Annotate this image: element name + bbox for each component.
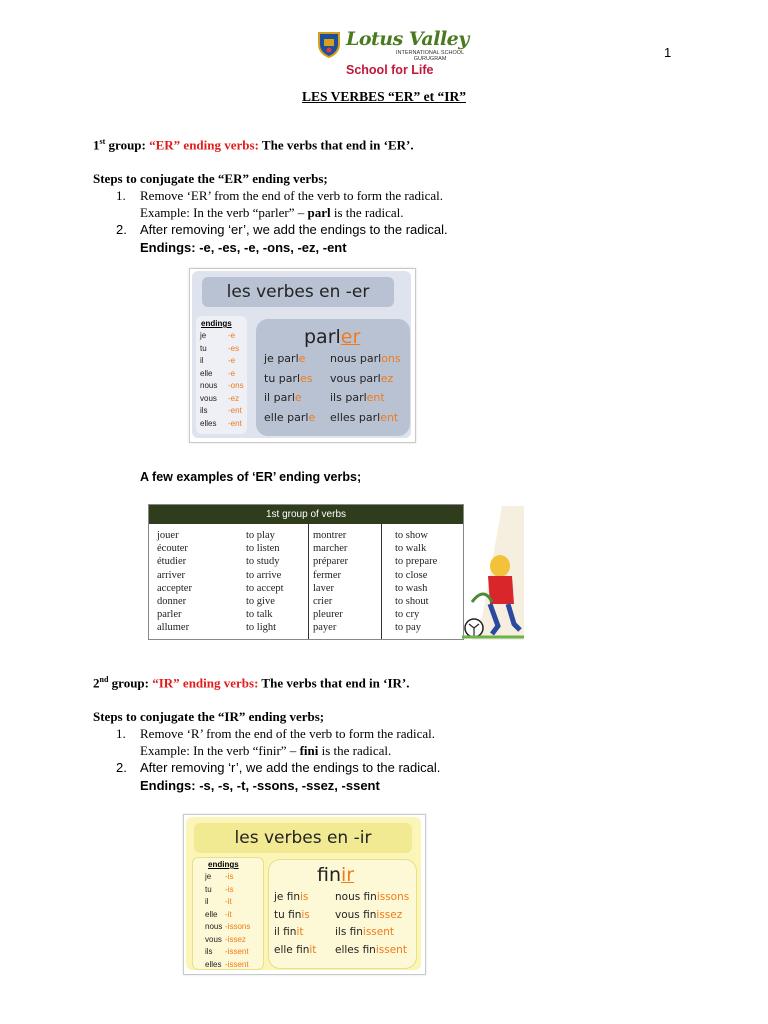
card-ir-endings-title: endings [208, 860, 239, 869]
form-ending: issent [362, 926, 395, 938]
verb-list-entry: to talk [246, 609, 273, 621]
verb-list-entry: to prepare [395, 556, 438, 568]
conjugated-form [335, 891, 409, 903]
conjugated-form [264, 391, 302, 404]
form-stem: nous parl [330, 352, 382, 365]
conjugated-form [274, 944, 316, 956]
group2-step1-number: 1. [116, 726, 126, 741]
conjugation-card-ir [183, 814, 426, 975]
form-stem: elles parl [330, 410, 381, 424]
endings-pronoun: ils [205, 947, 213, 956]
endings-pronoun: je [200, 331, 207, 340]
verb-list-entry: to light [246, 622, 277, 634]
endings-suffix: -is [225, 872, 234, 881]
verb-list-entry: to shout [395, 596, 429, 608]
group1-heading: 1st group: “ER” ending verbs: The verbs that end in ‘ER’. [93, 137, 414, 153]
endings-row [200, 369, 247, 382]
verb-list-entry: préparer [313, 556, 348, 568]
page-title: LES VERBES “ER” et “IR” [301, 89, 467, 104]
form-ending: e [294, 391, 302, 404]
endings-row [205, 960, 263, 973]
form-ending: it [309, 943, 317, 956]
verb-list-entry: crier [313, 596, 333, 608]
endings-pronoun: tu [205, 884, 212, 894]
card-er-verb: parler [304, 326, 361, 348]
group2-step2-number: 2. [116, 760, 127, 775]
group1-step2: After removing ‘er’, we add the endings to the radical. [140, 222, 448, 237]
form-ending: es [300, 371, 313, 385]
verb-list-entry: étudier [157, 556, 187, 568]
logo-motto: School for Life [346, 63, 434, 77]
verb-list-entry: marcher [313, 543, 348, 555]
form-ending: issez [376, 908, 403, 921]
endings-suffix: -issent [225, 947, 249, 956]
verb-list-entry: to arrive [246, 569, 282, 581]
conjugated-form [274, 891, 308, 903]
card-er-endings-title: endings [201, 319, 232, 328]
conjugated-form [330, 372, 393, 385]
group2-steps-title: Steps to conjugate the “IR” ending verbs; [93, 709, 325, 724]
endings-row [205, 872, 263, 885]
endings-row [205, 922, 263, 935]
cartoon-footballer-icon [462, 506, 524, 640]
endings-suffix: -ent [228, 406, 242, 415]
verb-list-entry: to show [395, 530, 428, 541]
form-stem: nous fin [335, 891, 377, 903]
school-logo [316, 28, 469, 80]
endings-suffix: -e [228, 368, 236, 378]
form-stem: ils fin [335, 926, 363, 938]
form-stem: je fin [274, 891, 300, 903]
verb-list-entry: to close [395, 569, 428, 581]
endings-pronoun: tu [200, 343, 207, 353]
verb-list-french-2 [313, 529, 348, 635]
endings-suffix: -issez [225, 934, 246, 944]
form-ending: e [298, 352, 306, 365]
verb-list-entry: allumer [157, 622, 190, 634]
card-er-title: les verbes en -er [202, 277, 394, 307]
endings-pronoun: elles [200, 418, 217, 428]
conjugated-form [264, 352, 305, 365]
form-stem: il parl [264, 391, 295, 404]
conjugated-form [274, 909, 310, 921]
endings-pronoun: ils [200, 406, 208, 415]
group1-endings: Endings: -e, -es, -e, -ons, -ez, -ent [140, 240, 347, 255]
endings-suffix: -es [228, 343, 240, 353]
group1-example: Example: In the verb “parler” – parl is the radical. [140, 205, 404, 220]
conjugated-form [335, 944, 407, 956]
page-number: 1 [664, 45, 672, 60]
endings-suffix: -issons [225, 922, 251, 931]
endings-suffix: -it [225, 897, 232, 906]
conjugated-form [264, 372, 313, 385]
endings-row [205, 910, 263, 923]
endings-row [205, 947, 263, 960]
group1-step1: Remove ‘ER’ from the end of the verb to form the radical. [140, 188, 443, 203]
verb-list-entry: accepter [157, 582, 192, 594]
logo-subtitle: INTERNATIONAL SCHOOL GURUGRAM [396, 50, 465, 62]
group1-step1-number: 1. [116, 188, 126, 203]
group2-step1: Remove ‘R’ from the end of the verb to form the radical. [140, 726, 436, 741]
form-ending: it [296, 926, 304, 938]
endings-row [200, 356, 247, 369]
group2-example: Example: In the verb “finir” – fini is the radical. [140, 743, 392, 758]
verb-list-english-1 [246, 529, 284, 635]
group1-step2-number: 2. [116, 222, 127, 237]
form-stem: elle parl [264, 410, 309, 424]
endings-suffix: -ons [228, 381, 244, 390]
verb-list-entry: to accept [246, 582, 284, 594]
verb-list-entry: to wash [395, 582, 428, 594]
verb-list-entry: to cry [395, 609, 420, 621]
endings-pronoun: elle [200, 368, 213, 378]
verb-list-english-2 [395, 529, 437, 635]
card-ir-verb: finir [317, 864, 355, 886]
endings-suffix: -is [225, 884, 234, 894]
verb-list-entry: to study [246, 556, 280, 568]
endings-row [200, 394, 247, 407]
form-stem: je parl [264, 352, 299, 365]
endings-suffix: -ez [228, 393, 240, 403]
verb-list-header: 1st group of verbs [149, 505, 463, 524]
verb-list-entry: payer [313, 622, 337, 634]
form-stem: tu parl [264, 371, 301, 385]
form-ending: e [308, 410, 316, 424]
form-ending: is [299, 891, 309, 903]
endings-pronoun: elles [205, 959, 222, 969]
form-ending: ent [366, 391, 385, 404]
form-ending: issons [376, 891, 410, 903]
endings-row [200, 331, 247, 344]
form-stem: il fin [274, 926, 297, 938]
conjugated-form [335, 909, 402, 921]
conjugated-form [274, 926, 304, 938]
card-ir-title: les verbes en -ir [194, 823, 412, 853]
verb-list-entry: fermer [313, 569, 341, 581]
group2-heading: 2nd group: “IR” ending verbs: The verbs that end in ‘IR’. [93, 675, 410, 691]
form-ending: ent [380, 410, 399, 424]
verb-list-entry: to walk [395, 543, 427, 555]
endings-pronoun: nous [200, 381, 218, 390]
endings-pronoun: vous [200, 393, 217, 403]
verb-list-entry: laver [313, 582, 334, 594]
endings-row [205, 897, 263, 910]
verb-list-entry: jouer [157, 530, 179, 541]
form-stem: elle fin [274, 943, 310, 956]
form-ending: ez [380, 371, 394, 385]
verb-list-entry: écouter [157, 543, 188, 555]
form-ending: issent [375, 943, 407, 956]
endings-suffix: -it [225, 909, 232, 919]
conjugated-form [330, 352, 401, 365]
endings-pronoun: elle [205, 909, 218, 919]
group2-endings: Endings: -s, -s, -t, -ssons, -ssez, -ssent [140, 778, 380, 793]
endings-suffix: -ent [228, 418, 242, 428]
form-stem: tu fin [274, 908, 302, 921]
conjugated-form [330, 411, 398, 424]
logo-name: Lotus Valley [346, 28, 469, 50]
card-er-conjugation [256, 319, 410, 436]
endings-row [205, 885, 263, 898]
verb-list-entry: to give [246, 596, 275, 608]
conjugation-card-er [189, 268, 416, 443]
endings-pronoun: nous [205, 922, 223, 931]
verb-list-entry: pleurer [313, 609, 343, 621]
endings-row [200, 419, 247, 432]
examples-heading: A few examples of ‘ER’ ending verbs; [140, 470, 362, 484]
verb-list-entry: to play [246, 530, 275, 541]
group1-steps-title: Steps to conjugate the “ER” ending verbs; [93, 171, 328, 186]
endings-pronoun: vous [205, 934, 222, 944]
crest-icon [316, 30, 342, 58]
endings-row [200, 406, 247, 419]
card-er-endings-box [196, 316, 247, 434]
endings-pronoun: il [205, 897, 209, 906]
endings-suffix: -issent [225, 959, 249, 969]
card-ir-endings-box [192, 857, 264, 970]
conjugated-form [264, 411, 315, 424]
endings-row [200, 344, 247, 357]
verb-list-french-1 [157, 529, 192, 635]
conjugated-form [330, 391, 385, 404]
endings-suffix: -e [228, 356, 236, 365]
endings-suffix: -e [228, 331, 236, 340]
endings-pronoun: il [200, 356, 204, 365]
verb-list-entry: parler [157, 609, 182, 621]
form-ending: is [301, 908, 310, 921]
verb-list-entry: montrer [313, 530, 347, 541]
card-ir-conjugation [268, 859, 417, 969]
endings-row [200, 381, 247, 394]
form-stem: elles fin [335, 943, 376, 956]
form-stem: vous parl [330, 371, 381, 385]
conjugated-form [335, 926, 394, 938]
verb-list-entry: to listen [246, 543, 280, 555]
endings-row [205, 935, 263, 948]
group2-step2: After removing ‘r’, we add the endings to the radical. [140, 760, 441, 775]
form-stem: vous fin [335, 908, 377, 921]
verb-list-entry: donner [157, 596, 187, 608]
endings-pronoun: je [205, 872, 212, 881]
verb-list-table [148, 504, 464, 640]
verb-list-entry: arriver [157, 569, 185, 581]
verb-list-entry: to pay [395, 622, 421, 634]
form-stem: ils parl [330, 391, 367, 404]
form-ending: ons [381, 352, 401, 365]
